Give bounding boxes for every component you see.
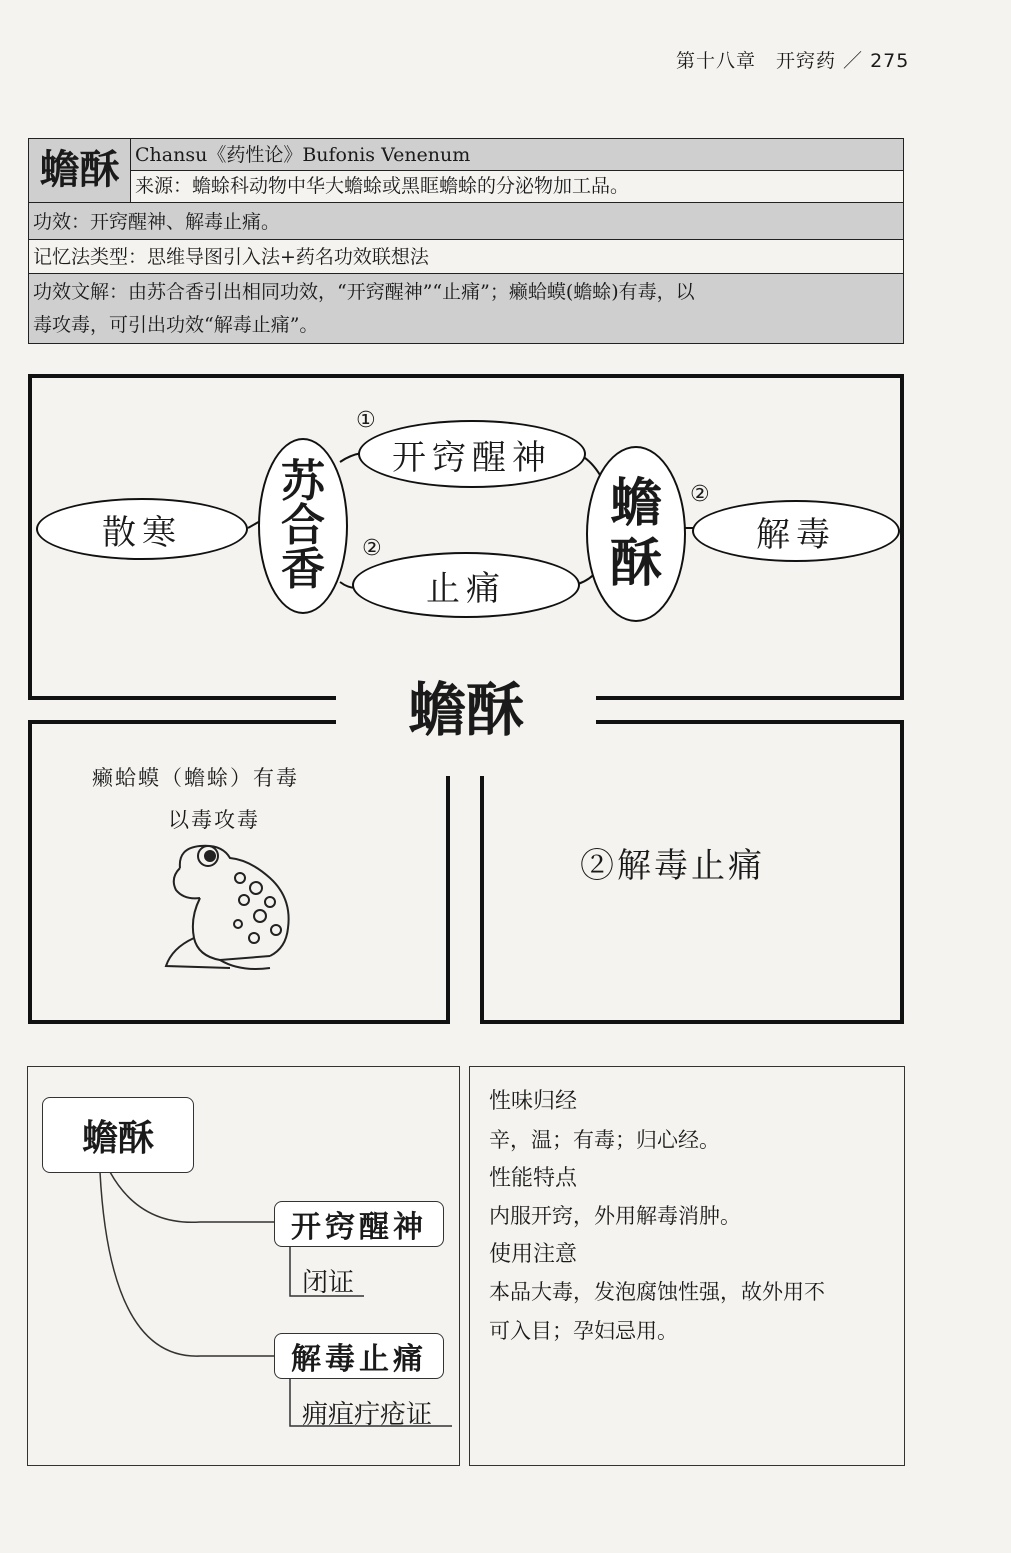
node-jiedu: 解毒: [692, 500, 900, 562]
node-suhexiang: [258, 438, 348, 614]
prop-text: 本品大毒，发泡腐蚀性强，故外用不: [489, 1280, 825, 1304]
prop-heading: 性能特点: [489, 1166, 578, 1191]
summary-sub-bizheng: 闭证: [302, 1268, 355, 1298]
effect-explanation-line: 功效文解：由苏合香引出相同功效，“开窍醒神”“止痛”；癞蛤蟆(蟾蜍)有毒，以: [33, 281, 695, 303]
node-suhexiang-char: 香: [281, 544, 325, 595]
herb-name: 蟾酥: [29, 139, 131, 202]
node-suhexiang-char: 苏: [281, 456, 325, 507]
marker-2: ②: [690, 482, 710, 507]
cartoon-right-text: ②解毒止痛: [580, 846, 765, 886]
prop-text: 可入目；孕妇忌用。: [489, 1319, 678, 1343]
summary-root: 蟾酥: [42, 1097, 194, 1173]
herb-effect: 功效：开窍醒神、解毒止痛。: [29, 202, 903, 240]
node-kaiqiao: 开窍醒神: [358, 420, 586, 488]
cartoon-caption: 以毒攻毒: [168, 808, 260, 832]
node-zhitong: 止痛: [352, 552, 580, 618]
summary-sub-yongju: 痈疽疔疮证: [302, 1400, 433, 1430]
marker-2: ②: [362, 536, 382, 561]
summary-branch-kaiqiao: 开窍醒神: [274, 1201, 444, 1247]
herb-source: 来源：蟾蜍科动物中华大蟾蜍或黑眶蟾蜍的分泌物加工品。: [135, 175, 630, 197]
mindmap-connectors: [0, 0, 1011, 760]
herb-latin-name: Chansu《药性论》Bufonis Venenum: [131, 139, 903, 171]
node-chansu-char: 酥: [609, 534, 662, 594]
prop-heading: 使用注意: [489, 1242, 578, 1267]
effect-explanation-line: 毒攻毒，可引出功效“解毒止痛”。: [33, 314, 319, 336]
node-sanhan: 散寒: [36, 498, 248, 560]
toad-illustration: [160, 838, 310, 978]
marker-1: ①: [356, 408, 376, 433]
cartoon-caption: 癞蛤蟆（蟾蜍）有毒: [92, 766, 299, 790]
prop-heading: 性味归经: [489, 1089, 578, 1114]
node-chansu: [586, 446, 686, 622]
prop-text: 内服开窍，外用解毒消肿。: [489, 1204, 741, 1228]
memory-method-type: 记忆法类型：思维导图引入法+药名功效联想法: [29, 240, 903, 274]
summary-branch-jiedu: 解毒止痛: [274, 1333, 444, 1379]
running-head: 第十八章 开窍药 ／ 275: [676, 50, 910, 72]
node-chansu-char: 蟾: [609, 474, 662, 534]
node-suhexiang-char: 合: [281, 500, 325, 551]
center-title: 蟾酥: [407, 676, 524, 744]
prop-text: 辛，温；有毒；归心经。: [489, 1128, 720, 1152]
